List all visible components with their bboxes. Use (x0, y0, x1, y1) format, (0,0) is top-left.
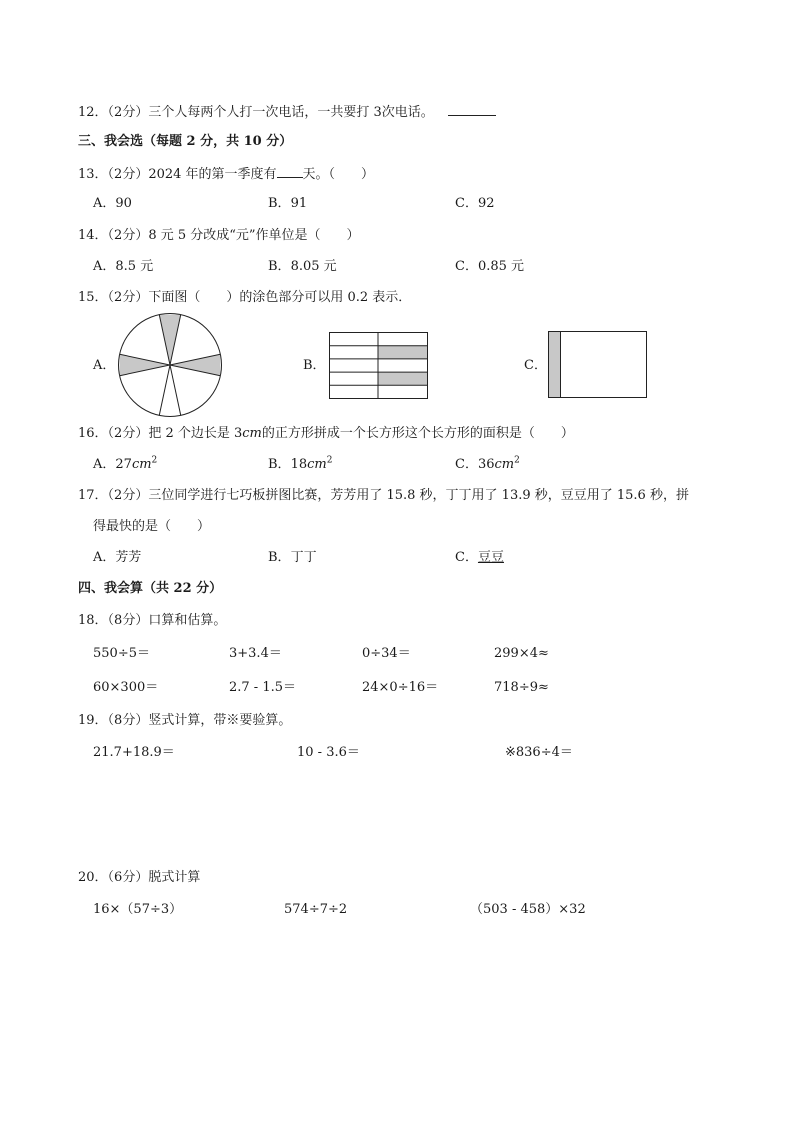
rectangle-fraction-figure (548, 331, 648, 399)
shaded-cell (378, 345, 428, 358)
option-label: C． (455, 550, 478, 565)
calc-item: 718÷9≈ (494, 680, 549, 695)
question-text: 2024 年的第一季度有 (148, 167, 277, 182)
option-unit: cm (131, 457, 152, 472)
option-label: B． (268, 550, 291, 565)
question-text: 三位同学进行七巧板拼图比赛，芳芳用了 15.8 秒，丁丁用了 13.9 秒，豆豆用了 15.6 秒，拼 (148, 488, 689, 503)
calc-item: 550÷5＝ (93, 646, 150, 661)
question-number: 15． (78, 290, 108, 305)
circle-fraction-figure (118, 313, 222, 417)
section-heading: 三、我会选（每题 2 分，共 10 分） (78, 134, 293, 149)
calc-item: 10 - 3.6＝ (297, 745, 360, 760)
question-score: （8分） (107, 713, 149, 728)
option-a[interactable] (93, 550, 141, 566)
option-value: 27 (115, 457, 132, 472)
answer-blank[interactable] (277, 165, 303, 178)
option-label: C． (455, 259, 478, 274)
shaded-sector (120, 354, 170, 375)
question-text: 8 元 5 分改成“元”作单位是（ ） (148, 228, 360, 243)
calc-item: 0÷34＝ (362, 646, 411, 661)
option-a[interactable] (93, 259, 153, 275)
question-17-continued: 得最快的是（ ） (93, 519, 211, 534)
option-label: A． (93, 196, 116, 211)
question-number: 18． (78, 613, 108, 628)
question-number: 12． (78, 105, 108, 120)
question-16 (78, 426, 574, 442)
option-c[interactable] (455, 259, 524, 275)
shaded-sector (159, 315, 180, 365)
question-number: 19． (78, 713, 108, 728)
question-number: 17． (78, 488, 108, 503)
question-number: 13． (78, 167, 108, 182)
question-text-tail: 的正方形拼成一个长方形这个长方形的面积是（ ） (261, 426, 574, 441)
option-exponent: 2 (514, 455, 520, 466)
option-b[interactable] (268, 259, 337, 275)
question-text: 下面图（ ）的涂色部分可以用 0.2 表示． (148, 290, 412, 305)
calc-item: 21.7+18.9＝ (93, 745, 175, 760)
shaded-sector (170, 354, 220, 375)
question-15 (78, 290, 411, 306)
option-b-label[interactable]: B． (303, 358, 326, 373)
option-c[interactable] (455, 457, 520, 473)
question-14 (78, 228, 360, 244)
question-text: 口算和估算。 (148, 613, 227, 628)
question-score: （2分） (107, 105, 149, 120)
calc-item: 24×0÷16＝ (362, 680, 439, 695)
calc-item: 16×（57÷3） (93, 902, 183, 917)
calc-item: 60×300＝ (93, 680, 159, 695)
question-19 (78, 713, 291, 729)
question-text-tail: 天。（ ） (302, 167, 375, 182)
option-label: C． (455, 196, 478, 211)
option-label: A． (93, 457, 116, 472)
question-text: 脱式计算 (148, 870, 201, 885)
option-unit: cm (307, 457, 327, 472)
question-18 (78, 613, 226, 629)
question-score: （2分） (107, 228, 149, 243)
option-label: B． (268, 196, 291, 211)
option-c-label[interactable]: C． (524, 358, 547, 373)
question-score: （6分） (107, 870, 149, 885)
option-b[interactable] (268, 457, 332, 473)
option-exponent: 2 (326, 455, 333, 466)
option-value: 92 (477, 196, 495, 211)
question-13 (78, 165, 374, 183)
option-label: A． (93, 550, 116, 565)
calc-item: 2.7 - 1.5＝ (229, 680, 297, 695)
question-20 (78, 870, 200, 886)
option-a-label[interactable]: A． (93, 358, 116, 373)
option-label: B． (268, 259, 291, 274)
question-score: （2分） (107, 426, 149, 441)
option-value: 36 (477, 457, 495, 472)
option-value: 18 (290, 457, 308, 472)
section-heading: 四、我会算（共 22 分） (78, 581, 223, 596)
question-score: （8分） (107, 613, 149, 628)
option-value: 8.5 元 (115, 259, 154, 274)
option-label: A． (93, 259, 116, 274)
question-score: （2分） (107, 290, 149, 305)
question-text: 把 2 个边长是 3 (148, 426, 243, 441)
option-value: 0.85 元 (477, 259, 525, 274)
option-value: 90 (115, 196, 132, 211)
option-value: 芳芳 (115, 550, 142, 565)
question-12 (78, 103, 496, 121)
option-b[interactable] (268, 550, 317, 566)
option-c[interactable] (455, 550, 504, 566)
grid-fraction-figure (329, 332, 429, 400)
question-number: 20． (78, 870, 108, 885)
option-unit: cm (494, 457, 515, 472)
question-text: 三个人每两个人打一次电话，一共要打 3次电话。 (148, 105, 434, 120)
answer-blank[interactable] (448, 103, 496, 116)
option-a[interactable] (93, 457, 157, 473)
question-score: （2分） (107, 488, 149, 503)
option-b[interactable] (268, 196, 307, 212)
calc-item: 299×4≈ (494, 646, 549, 661)
calc-item: 3+3.4＝ (229, 646, 282, 661)
question-number: 16． (78, 426, 108, 441)
option-value: 丁丁 (290, 550, 317, 565)
question-text: 竖式计算，带※要验算。 (148, 713, 292, 728)
question-score: （2分） (107, 167, 149, 182)
calc-item: ※836÷4＝ (505, 745, 573, 760)
option-value: 91 (290, 196, 308, 211)
option-label: B． (268, 457, 291, 472)
calc-item: （503 - 458）×32 (470, 902, 586, 917)
question-number: 14． (78, 228, 108, 243)
shaded-cell (378, 372, 428, 385)
option-c[interactable] (455, 196, 495, 212)
shaded-strip (549, 332, 561, 398)
option-a[interactable] (93, 196, 132, 212)
question-17 (78, 488, 689, 504)
option-value: 豆豆 (477, 550, 504, 565)
unit: cm (242, 426, 262, 441)
calc-item: 574÷7÷2 (284, 902, 348, 917)
option-label: C． (455, 457, 478, 472)
option-exponent: 2 (151, 455, 158, 466)
option-value: 8.05 元 (290, 259, 337, 274)
